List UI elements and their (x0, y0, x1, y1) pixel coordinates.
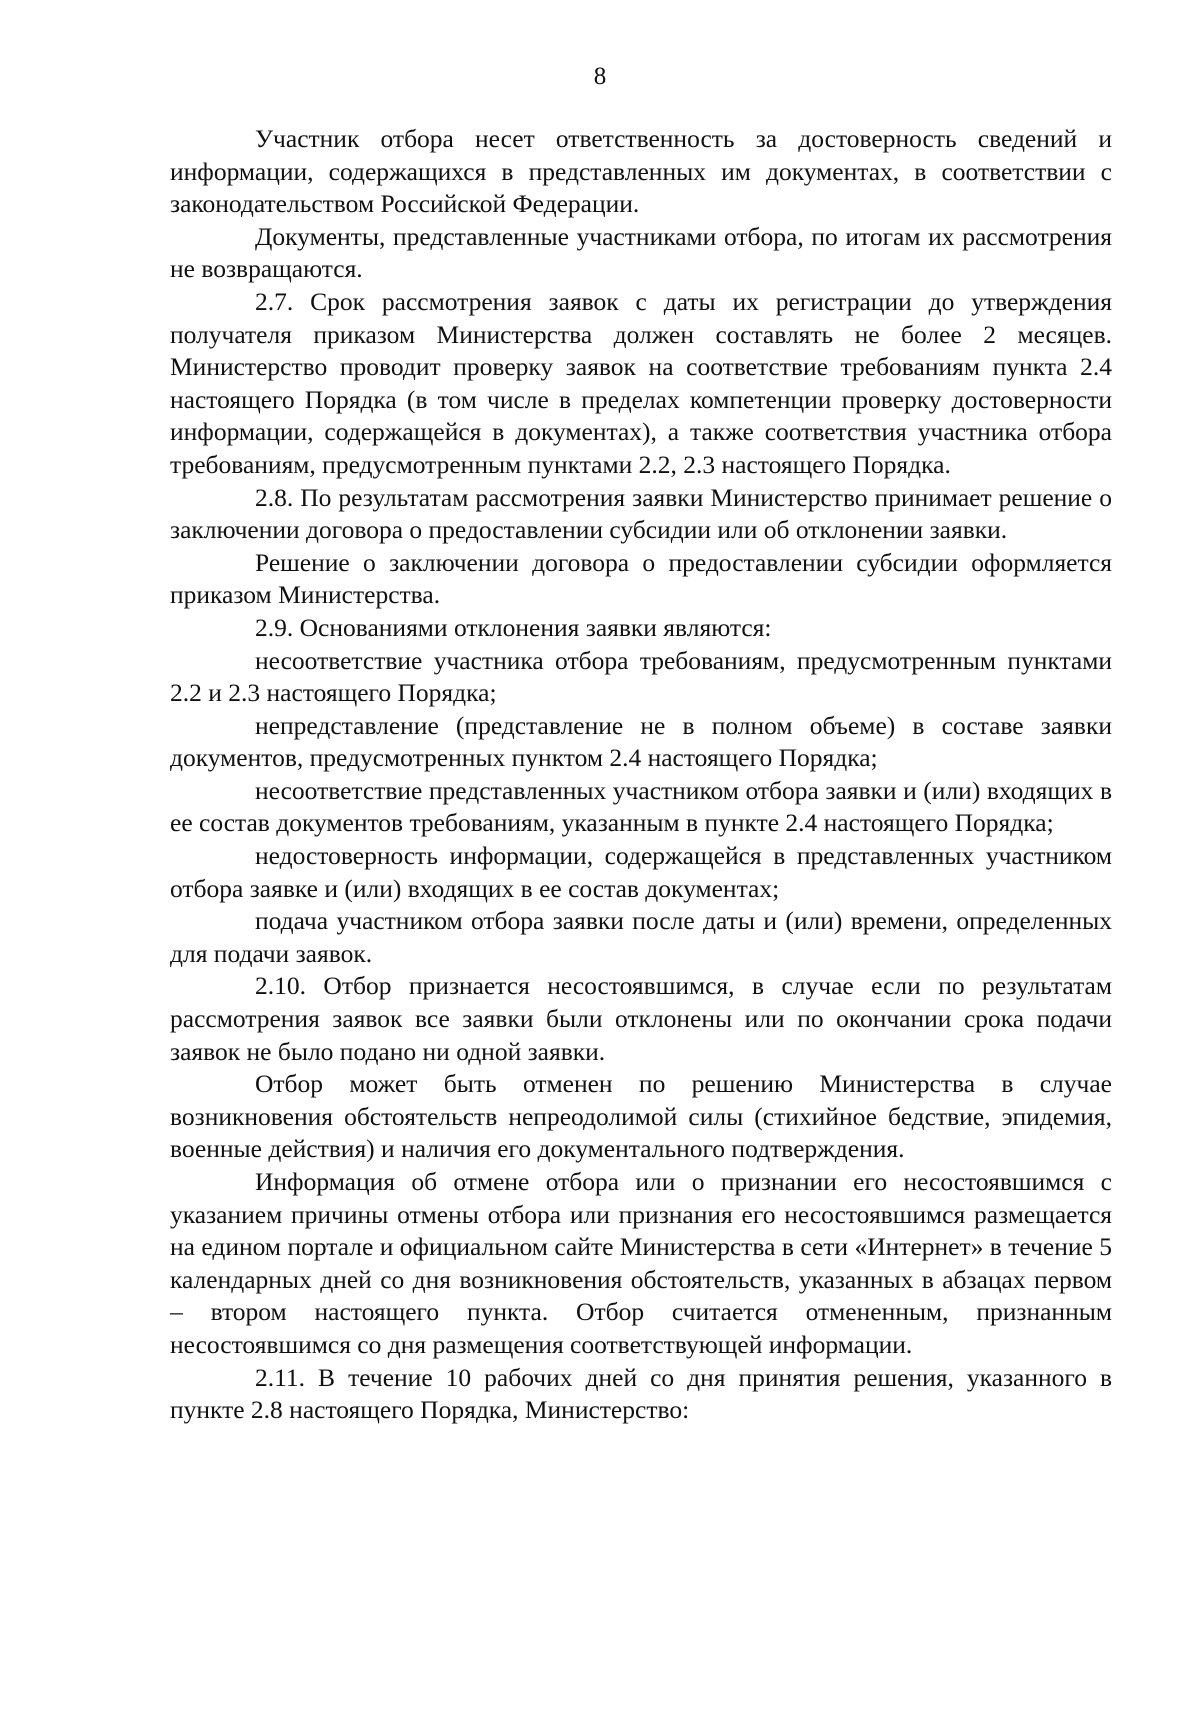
paragraph-documents-not-returned: Документы, представленные участниками отбора, по итогам их рассмотрения не возвращаются. (170, 221, 1112, 284)
rejection-reason-4: недостоверность информации, содержащейся в представленных участником отбора заявке и (или) входящих в ее состав документах; (170, 841, 1112, 903)
paragraph-2-7: 2.7. Срок рассмотрения заявок с даты их регистрации до утверждения получателя приказом Министерства должен составлять не более 2 месяцев. Министерство проводит проверку заявок на соответствие требованиям пункта 2.4 настоящего Порядка (в том числе в пределах компетенции проверку достоверности информации, содержащейся в документах), а также соответствия участника отбора требованиям, предусмотренным пунктами 2.2, 2.3 настоящего Порядка. (170, 286, 1112, 479)
rejection-reason-3: несоответствие представленных участником отбора заявки и (или) входящих в ее состав документов требованиям, указанным в пункте 2.4 настоящего Порядка; (170, 775, 1112, 838)
rejection-reason-1: несоответствие участника отбора требованиям, предусмотренным пунктами 2.2 и 2.3 настоящего Порядка; (170, 645, 1112, 708)
paragraph-cancellation: Отбор может быть отменен по решению Министерства в случае возникновения обстоятельств непреодолимой силы (стихийное бедствие, эпидемия, военные действия) и наличия его документального подтверждения. (170, 1069, 1112, 1164)
paragraph-2-11: 2.11. В течение 10 рабочих дней со дня принятия решения, указанного в пункте 2.8 настоящего Порядка, Министерство: (170, 1362, 1112, 1425)
paragraph-decision: Решение о заключении договора о предоставлении субсидии оформляется приказом Министерства. (170, 547, 1112, 610)
paragraph-2-8: 2.8. По результатам рассмотрения заявки Министерство принимает решение о заключении договора о предоставлении субсидии или об отклонении заявки. (170, 482, 1112, 545)
paragraph-2-10: 2.10. Отбор признается несостоявшимся, в случае если по результатам рассмотрения заявок все заявки были отклонены или по окончании срока подачи заявок не было подано ни одной заявки. (170, 971, 1112, 1066)
rejection-reason-2: непредставление (представление не в полном объеме) в составе заявки документов, предусмотренных пунктом 2.4 настоящего Порядка; (170, 710, 1112, 773)
document-body (170, 123, 1112, 1427)
paragraph-2-9: 2.9. Основаниями отклонения заявки являются: (255, 612, 772, 642)
paragraph-cancellation-info: Информация об отмене отбора или о признании его несостоявшимся с указанием причины отмены отбора или признания его несостоявшимся размещается на едином портале и официальном сайте Министерства в сети «Интернет» в течение 5 календарных дней со дня возникновения обстоятельств, указанных в абзацах первом – втором настоящего пункта. Отбор считается отмененным, признанным несостоявшимся со дня размещения соответствующей информации. (170, 1167, 1112, 1359)
rejection-reason-5: подача участником отбора заявки после даты и (или) времени, определенных для подачи заявок. (170, 906, 1112, 968)
paragraph-responsibility: Участник отбора несет ответственность за достоверность сведений и информации, содержащихся в представленных им документах, в соответствии с законодательством Российской Федерации. (170, 124, 1112, 219)
page-number: 8 (593, 63, 607, 90)
